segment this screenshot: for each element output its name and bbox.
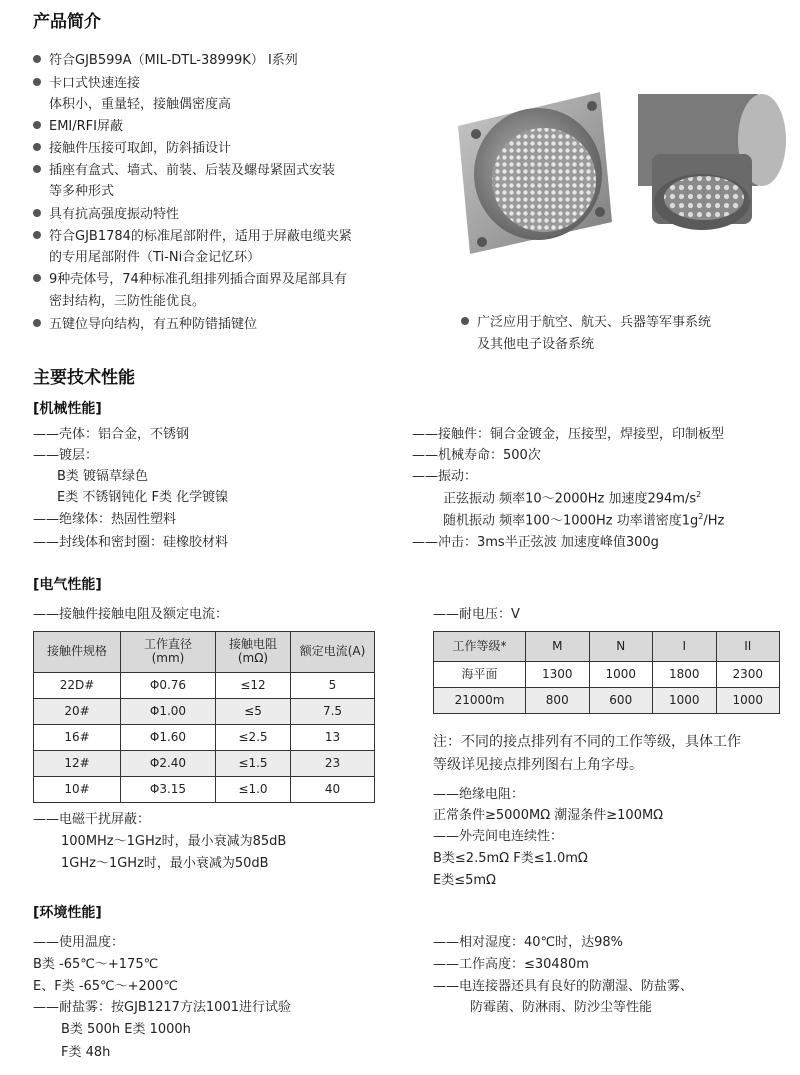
environment-heading: [环境性能] (33, 905, 102, 921)
bullet-item: EMI/RFI屏蔽 (33, 119, 123, 135)
spec-line: ——接触件：铜合金镀金，压接型，焊接型，印制板型 (412, 427, 725, 442)
table-cell: 22D# (34, 673, 121, 699)
table-header-cell: M (526, 632, 590, 662)
spec-line: ——振动： (412, 469, 478, 484)
bullet-item: 插座有盒式、墙式、前装、后装及螺母紧固式安装 (33, 163, 335, 179)
table-row (34, 699, 375, 725)
table-cell: 2300 (716, 662, 780, 688)
intro-title: 产品简介 (33, 12, 101, 32)
spec-line: ——镀层： (33, 448, 99, 463)
spec-line: ——外壳间电连续性： (433, 829, 564, 844)
bullet-item-continuation: 及其他电子设备系统 (477, 337, 595, 352)
bullet-item: 符合GJB599A（MIL-DTL-38999K） Ⅰ系列 (33, 53, 298, 69)
bullet-dot-icon (33, 121, 41, 129)
table-row (434, 662, 780, 688)
table-cell: 600 (589, 688, 653, 714)
spec-line: B类 500h E类 1000h (61, 1022, 191, 1037)
table-cell: ≤1.5 (216, 751, 291, 777)
bullet-dot-icon (461, 317, 469, 325)
spec-line: ——耐盐雾：按GJB1217方法1001进行试验 (33, 1000, 291, 1015)
spec-line: 正常条件≥5000MΩ 潮湿条件≥100MΩ (433, 808, 664, 823)
bullet-item: 卡口式快速连接 (33, 76, 140, 92)
table-cell: 800 (526, 688, 590, 714)
table-cell: ≤1.0 (216, 777, 291, 803)
table-cell: 1000 (716, 688, 780, 714)
table-cell: Φ2.40 (121, 751, 216, 777)
table-cell: 5 (291, 673, 375, 699)
table-header-cell: 额定电流(A) (291, 632, 375, 673)
voltage-table-caption: ——耐电压：V (433, 607, 520, 622)
spec-line: ——绝缘电阻： (433, 787, 525, 802)
spec-line: 正弦振动 频率10～2000Hz 加速度$294m/s^2$ (443, 490, 702, 507)
table-cell: 12# (34, 751, 121, 777)
table-row (34, 725, 375, 751)
note-line: 注：不同的接点排列有不同的工作等级，具体工作 (433, 734, 741, 750)
table-header-cell: 工作等级* (434, 632, 526, 662)
spec-line: ——机械寿命：500次 (412, 448, 541, 463)
spec-line: ——使用温度： (33, 935, 125, 950)
note-line: 等级详见接点排列图右上角字母。 (433, 757, 643, 773)
table-cell: Φ1.60 (121, 725, 216, 751)
table-cell: 海平面 (434, 662, 526, 688)
bullet-dot-icon (33, 143, 41, 151)
bullet-dot-icon (33, 274, 41, 282)
table-cell: 1800 (653, 662, 717, 688)
spec-line: ——电连接器还具有良好的防潮湿、防盐雾、 (433, 979, 694, 994)
bullet-item-continuation: 密封结构，三防性能优良。 (49, 294, 206, 309)
spec-line: E、F类 -65℃～+200℃ (33, 979, 178, 994)
table-header-row (34, 632, 375, 673)
specs-title: 主要技术性能 (33, 368, 135, 388)
bullet-item: 五键位导向结构，有五种防错插键位 (33, 317, 257, 333)
table-row (34, 673, 375, 699)
spec-line: E类 不锈钢钝化 F类 化学镀镍 (57, 490, 229, 505)
table-cell: Φ1.00 (121, 699, 216, 725)
spec-line: 100MHz～1GHz时，最小衰减为85dB (61, 834, 287, 849)
table-cell: ≤12 (216, 673, 291, 699)
bullet-dot-icon (33, 78, 41, 86)
table-cell: 13 (291, 725, 375, 751)
bullet-item-continuation: 等多种形式 (49, 184, 115, 199)
bullet-dot-icon (33, 231, 41, 239)
table-header-cell: N (589, 632, 653, 662)
spec-line: B类 镀镉草绿色 (57, 469, 149, 484)
table-cell: 21000m (434, 688, 526, 714)
table-cell: 10# (34, 777, 121, 803)
bullet-item: 具有抗高强度振动特性 (33, 207, 179, 223)
spec-line: ——相对湿度：40℃时，达98% (433, 935, 624, 950)
bullet-dot-icon (33, 209, 41, 217)
spec-line: E类≤5mΩ (433, 873, 496, 888)
voltage-table (433, 631, 780, 714)
spec-line: B类 -65℃～+175℃ (33, 957, 159, 972)
bullet-dot-icon (33, 165, 41, 173)
spec-line: ——壳体：铝合金，不锈钢 (33, 427, 190, 442)
contact-table (33, 631, 375, 803)
table-cell: 1000 (589, 662, 653, 688)
table-cell: Φ0.76 (121, 673, 216, 699)
bullet-dot-icon (33, 55, 41, 63)
bullet-item: 接触件压接可取卸，防斜插设计 (33, 141, 231, 157)
table-row (34, 777, 375, 803)
spec-line: 随机振动 频率100～1000Hz 功率谱密度$1g^2/Hz$ (443, 512, 725, 529)
table-header-cell: 工作直径 (mm) (121, 632, 216, 673)
spec-line: ——绝缘体：热固性塑料 (33, 512, 177, 527)
bullet-item-continuation: 的专用尾部附件（Ti-Ni合金记忆环） (49, 250, 261, 265)
spec-line: ——工作高度：≤30480m (433, 957, 589, 972)
table-header-cell: 接触电阻 (mΩ) (216, 632, 291, 673)
spec-line: 防霉菌、防淋雨、防沙尘等性能 (470, 1000, 653, 1015)
spec-line: F类 48h (61, 1045, 111, 1060)
table-cell: 1000 (653, 688, 717, 714)
table-header-cell: 接触件规格 (34, 632, 121, 673)
table-cell: 40 (291, 777, 375, 803)
spec-line: ——封线体和密封圈：硅橡胶材料 (33, 535, 229, 550)
spec-line: ——电磁干扰屏蔽： (33, 812, 151, 827)
electrical-heading: [电气性能] (33, 577, 102, 593)
table-cell: 16# (34, 725, 121, 751)
spec-line: ——冲击：3ms半正弦波 加速度峰值300g (412, 535, 659, 550)
bullet-item-continuation: 体积小，重量轻，接触偶密度高 (49, 97, 232, 112)
contact-table-caption: ——接触件接触电阻及额定电流： (33, 607, 229, 622)
bullet-dot-icon (33, 319, 41, 327)
table-header-cell: II (716, 632, 780, 662)
table-row (34, 751, 375, 777)
spec-line: 1GHz～1GHz时，最小衰减为50dB (61, 856, 269, 871)
bullet-item: 符合GJB1784的标准尾部附件，适用于屏蔽电缆夹紧 (33, 229, 352, 245)
table-cell: ≤2.5 (216, 725, 291, 751)
connector-product-photo (452, 84, 790, 262)
table-header-cell: I (653, 632, 717, 662)
table-cell: 1300 (526, 662, 590, 688)
table-cell: 7.5 (291, 699, 375, 725)
table-cell: ≤5 (216, 699, 291, 725)
spec-line: B类≤2.5mΩ F类≤1.0mΩ (433, 851, 588, 866)
table-row (434, 688, 780, 714)
table-cell: Φ3.15 (121, 777, 216, 803)
bullet-item: 广泛应用于航空、航天、兵器等军事系统 (461, 315, 711, 331)
table-header-row (434, 632, 780, 662)
mechanical-heading: [机械性能] (33, 401, 102, 417)
table-cell: 20# (34, 699, 121, 725)
bullet-item: 9种壳体号，74种标准孔组排列插合面界及尾部具有 (33, 272, 347, 288)
table-cell: 23 (291, 751, 375, 777)
